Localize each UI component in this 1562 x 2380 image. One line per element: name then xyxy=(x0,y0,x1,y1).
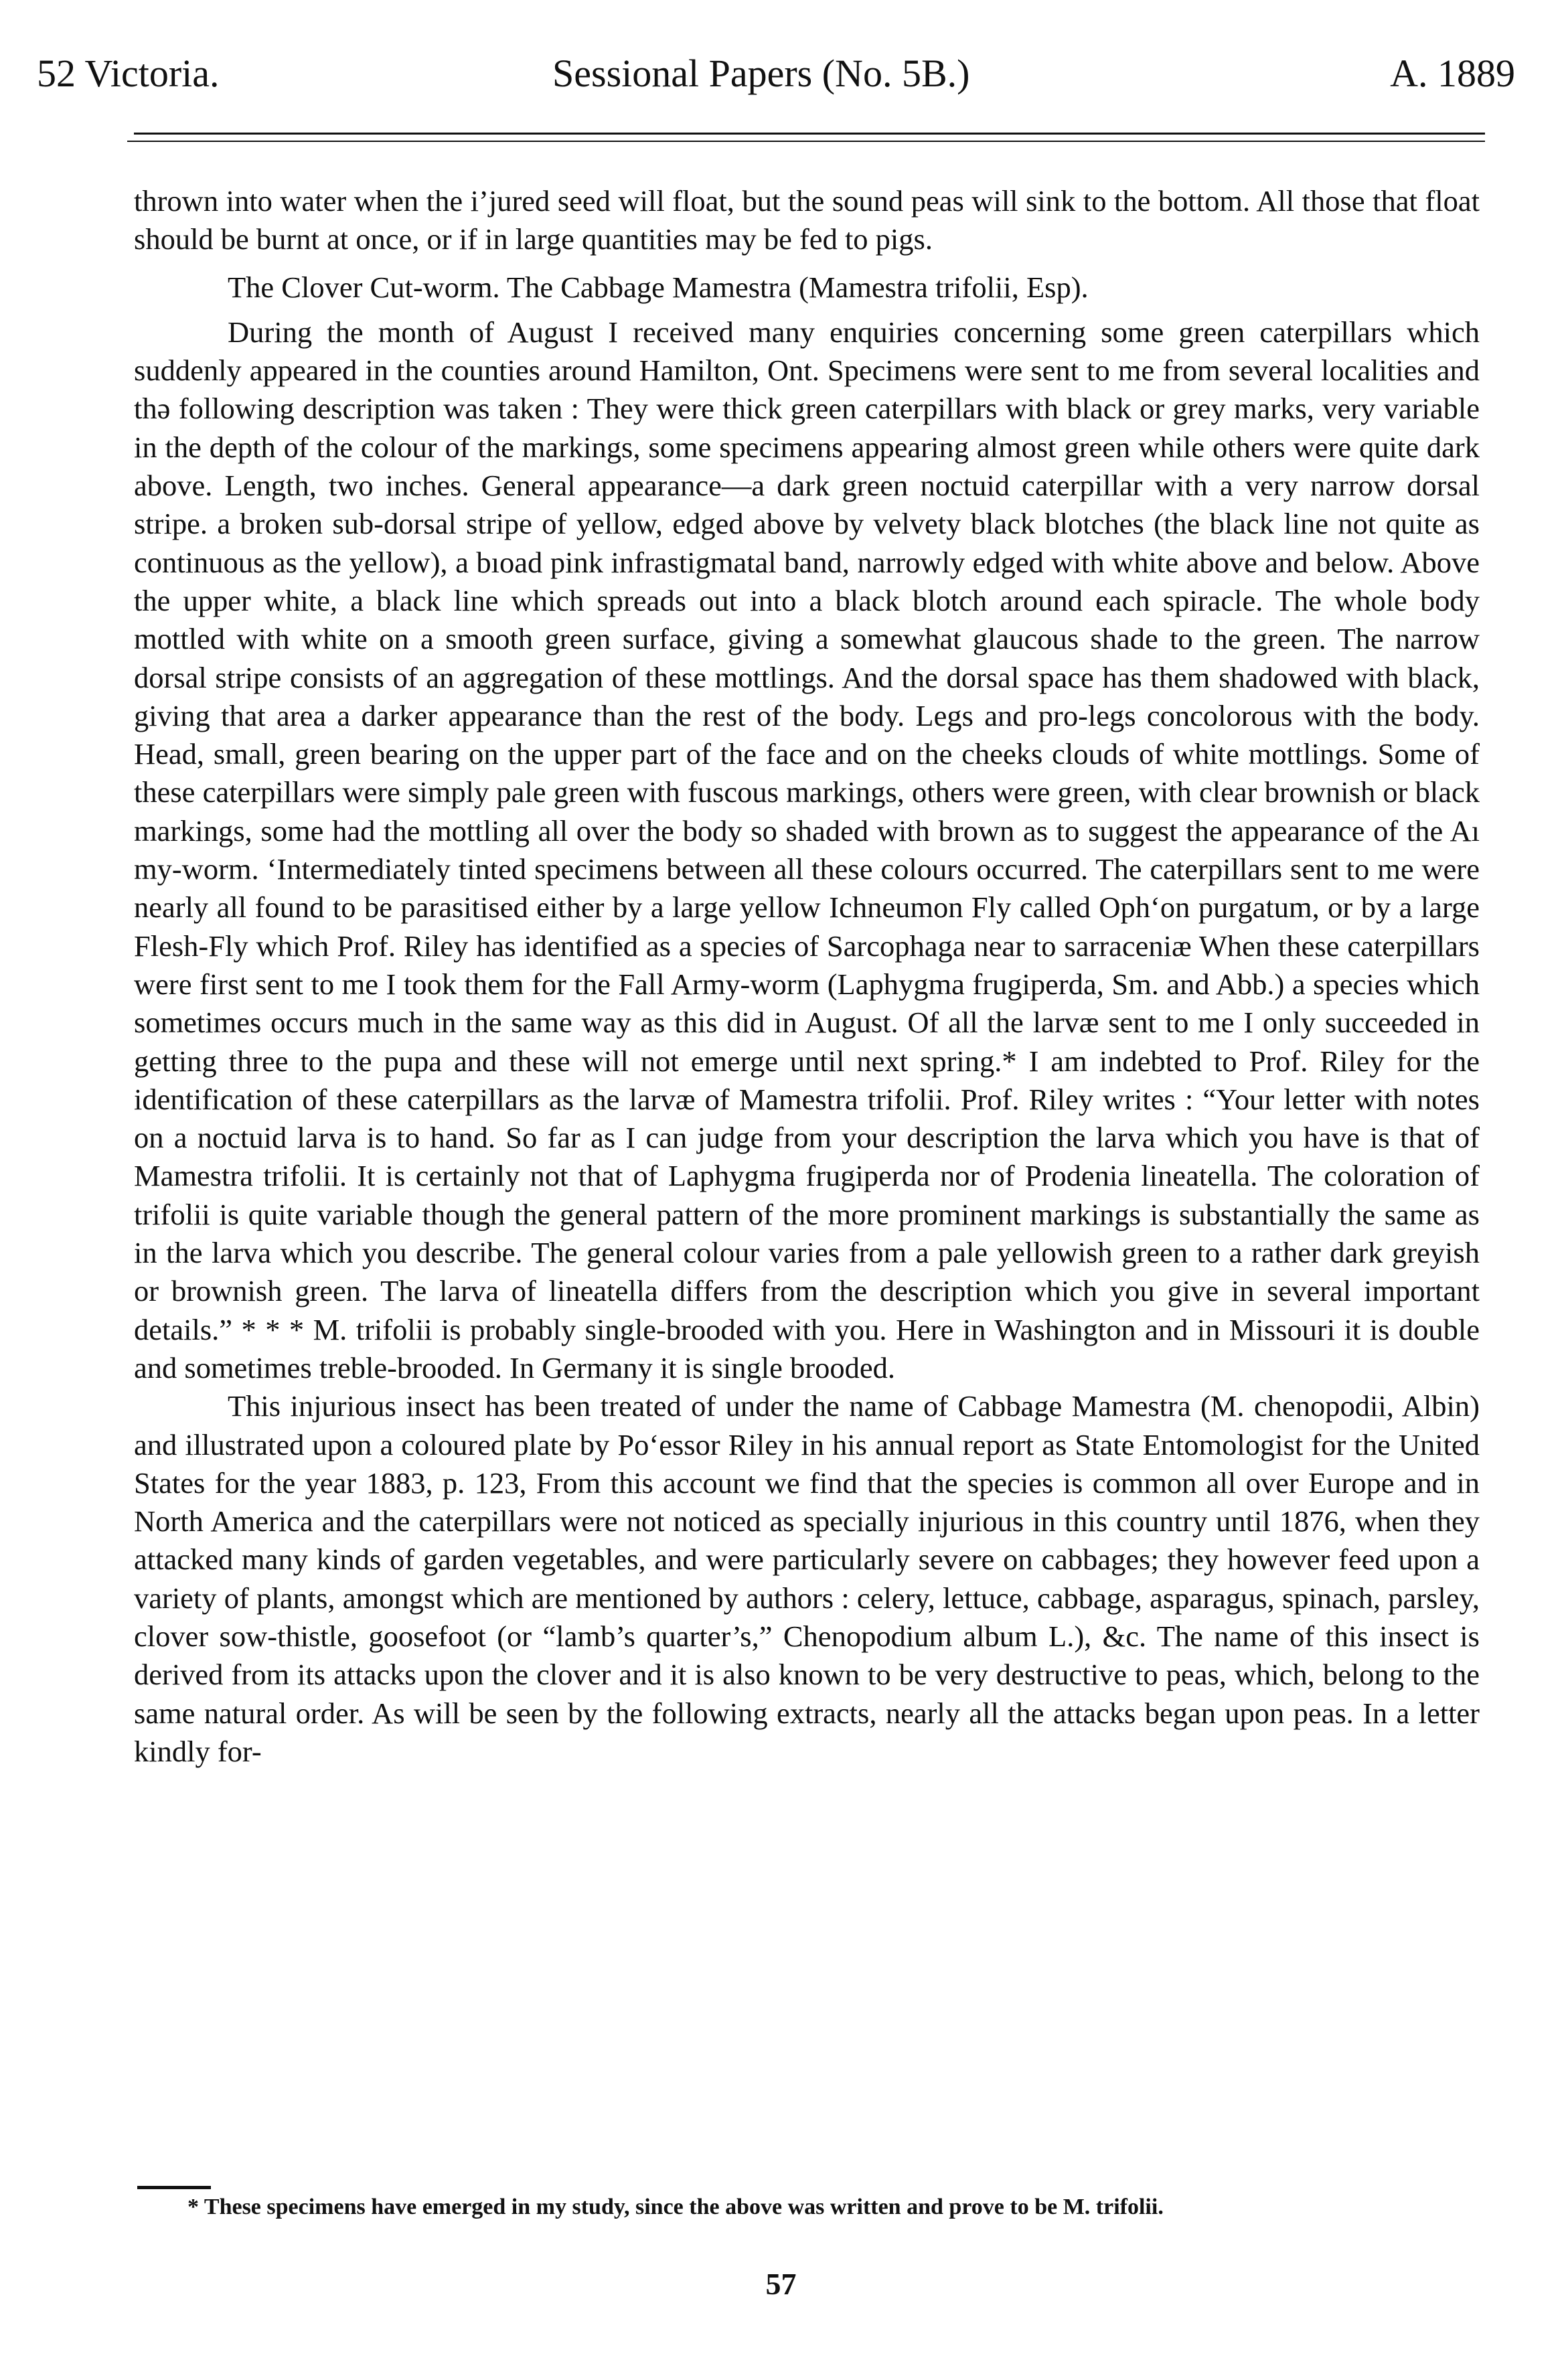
header-sessional-papers: Sessional Papers (No. 5B.) xyxy=(552,52,970,95)
paragraph-clover-cutworm: During the month of August I received many enquiries concerning some green caterpillars which suddenly appeared in the counties around Hamilton, Ont. Specimens were sent to me from several localities and thə following description was taken : They were thick green caterpillars with black or grey marks, very variable in the depth of the colour of the markings, some specimens appearing almost green while others were quite dark above. Length, two inches. General appearance—a dark green noctuid caterpillar with a very narrow dorsal stripe. a broken sub-dorsal stripe of yellow, edged above by velvety black blotches (the black line not quite as continuous as the yellow), a bıoad pink infrastigmatal band, narrowly edged with white above and below. Above the upper white, a black line which spreads out into a black blotch around each spiracle. The whole body mottled with white on a smooth green surface, giving a somewhat glaucous shade to the green. The narrow dorsal stripe consists of an aggregation of these mottlings. And the dorsal space has them shadowed with black, giving that area a darker appearance than the rest of the body. Legs and pro-legs concolorous with the body. Head, small, green bearing on the upper part of the face and on the cheeks clouds of white mottlings. Some of these caterpillars were simply pale green with fuscous markings, others were green, with clear brownish or black markings, some had the mottling all over the body so shaded with brown as to suggest the appearance of the Aı my-worm. ‘Intermediately tinted specimens between all these colours occurred. The caterpillars sent to me were nearly all found to be parasitised either by a large yellow Ichneumon Fly called Oph‘on purgatum, or by a large Flesh-Fly which Prof. Riley has identified as a species of Sarcophaga near to sarraceniæ When these caterpillars were first sent to me I took them for the Fall Army-worm (Laphygma frugiperda, Sm. and Abb.) a species which sometimes occurs much in the same way as this did in August. Of all the larvæ sent to me I only succeeded in getting three to the pupa and these will not emerge until next spring.* I am indebted to Prof. Riley for the identification of these caterpillars as the larvæ of Mamestra trifolii. Prof. Riley writes : “Your letter with notes on a noctuid larva is to hand. So far as I can judge from your description the larva which you have is that of Mamestra trifolii. It is certainly not that of Laphygma frugiperda nor of Prodenia lineatella. The coloration of trifolii is quite variable though the general pattern of the more prominent markings is substantially the same as in the larva which you describe. The general colour varies from a pale yellowish green to a rather dark greyish or brownish green. The larva of lineatella differs from the description which you give in several important details.” * * * M. trifolii is probably single-brooded with you. Here in Washington and in Missouri it is double and sometimes treble-brooded. In Germany it is single brooded. xyxy=(134,315,1480,1384)
header-rule-upper xyxy=(134,133,1485,135)
header-regnal-year: 52 Victoria. xyxy=(37,52,220,95)
page-number: 57 xyxy=(765,2267,797,2301)
paragraph-continuation: thrown into water when the i’jured seed will float, but the sound peas will sink to the bottom. All those that float should be burnt at once, or if in large quantities may be fed to pigs. xyxy=(134,184,1480,256)
page-header xyxy=(37,44,1515,104)
header-year: A. 1889 xyxy=(1390,52,1515,95)
header-rule-lower xyxy=(127,141,1485,142)
body-text xyxy=(134,182,1480,1771)
paragraph-cabbage-mamestra: This injurious insect has been treated of under the name of Cabbage Mamestra (M. chenopodii, Albin) and illustrated upon a coloured plate by Po‘essor Riley in his annual report as State Entomologist for the United States for the year 1883, p. 123, From this account we find that the species is common all over Europe and in North America and the caterpillars were not noticed as specially injurious in this country until 1876, when they attacked many kinds of garden vegetables, and were particularly severe on cabbages; they however feed upon a variety of plants, amongst which are mentioned by authors : celery, lettuce, cabbage, asparagus, spinach, parsley, clover sow-thistle, goosefoot (or “lamb’s quarter’s,” Chenopodium album L.), &c. The name of this insect is derived from its attacks upon the clover and it is also known to be very destructive to peas, which, belong to the same natural order. As will be seen by the following extracts, nearly all the attacks began upon peas. In a letter kindly for- xyxy=(134,1389,1480,1768)
footnote: * These specimens have emerged in my study, since the above was written and prove to be M. trifolii. xyxy=(187,2195,1164,2219)
footnote-rule xyxy=(137,2186,211,2189)
section-heading: The Clover Cut-worm. The Cabbage Mamestra (Mamestra trifolii, Esp). xyxy=(228,270,1089,304)
